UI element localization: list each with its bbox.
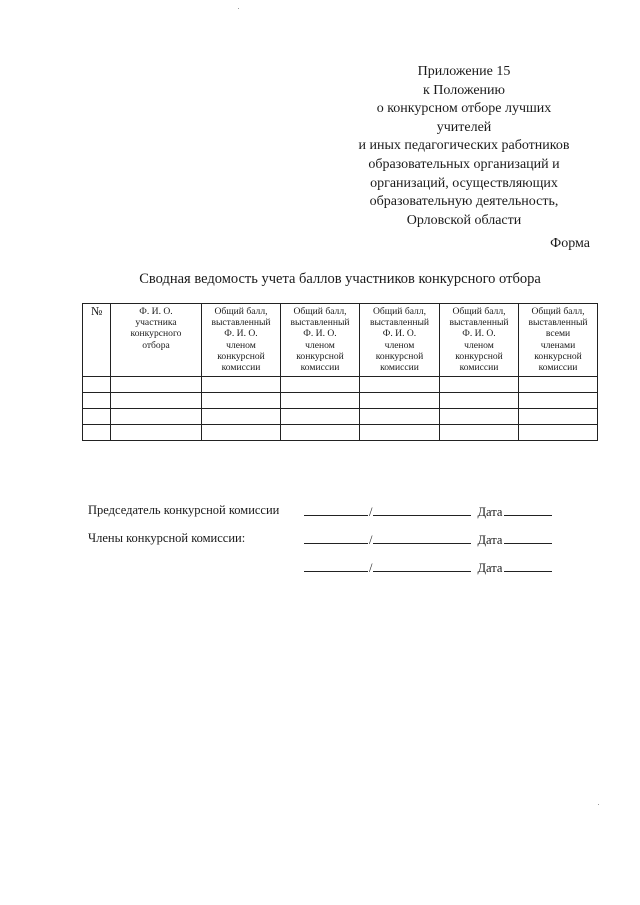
date-label: Дата [477,561,503,575]
appendix-line: Приложение 15 [417,64,511,79]
table-cell [360,409,440,425]
table-cell [281,409,360,425]
table-cell [281,425,360,441]
document-title: Сводная ведомость учета баллов участников конкурсного отбора [139,271,541,287]
signature-blank [304,559,368,572]
table-cell [202,409,281,425]
header-member-score [360,304,440,377]
appendix-line: образовательную деятельность, [369,194,559,210]
table-cell [83,425,111,441]
table-cell [83,409,111,425]
header-member-score [281,304,360,377]
table-cell [111,409,202,425]
appendix-line: Орловской области [406,212,522,228]
appendix-line: учителей [436,119,492,135]
appendix-line: образовательных организаций и [368,156,560,172]
scan-speck [598,804,599,805]
scan-speck [238,8,239,9]
table-header-row [83,304,598,377]
appendix-line: к Положению [422,82,505,98]
header-number [83,304,111,377]
header-total-score [519,304,598,377]
table-row [83,377,598,393]
appendix-line: организаций, осуществляющих [370,175,558,191]
table-cell [360,377,440,393]
header-text: Общий балл, выставленный Ф. И. О. членом конкурсной комиссии [211,306,271,374]
date-label: Дата [477,505,503,519]
table-cell [360,393,440,409]
date-label: Дата [477,533,503,547]
table-cell [111,377,202,393]
table-row [83,393,598,409]
table-row [83,425,598,441]
header-text: Общий балл, выставленный всеми членами конкурсной комиссии [528,306,588,374]
appendix-line: и иных педагогических работников [358,138,570,154]
header-text: Ф. И. О. участника конкурсного отбора [130,306,182,351]
table-cell [281,377,360,393]
slash: / [369,561,373,575]
appendix-header [340,63,588,230]
table-cell [519,393,598,409]
name-blank [373,503,471,516]
table-cell [440,409,519,425]
table-cell [83,377,111,393]
table-cell [519,409,598,425]
table-cell [281,393,360,409]
name-blank [373,559,471,572]
table-cell [360,425,440,441]
header-text: Общий балл, выставленный Ф. И. О. членом конкурсной комиссии [369,306,430,374]
table-cell [440,393,519,409]
table-cell [519,377,598,393]
header-participant-name [111,304,202,377]
table-cell [111,425,202,441]
header-member-score [202,304,281,377]
chairman-signature-fields [304,503,552,520]
header-text: Общий балл, выставленный Ф. И. О. членом конкурсной комиссии [449,306,509,374]
table-cell [202,393,281,409]
member-signature-fields [304,531,552,548]
name-blank [373,531,471,544]
date-blank [504,559,552,572]
chairman-label: Председатель конкурсной комиссии [88,503,280,517]
table-cell [440,425,519,441]
score-table [82,303,598,441]
slash: / [369,505,373,519]
members-label: Члены конкурсной комиссии: [88,531,246,545]
date-blank [504,531,552,544]
appendix-line: о конкурсном отборе лучших [376,101,552,117]
member-signature-fields [304,559,552,576]
header-text: Общий балл, выставленный Ф. И. О. членом конкурсной комиссии [290,306,350,374]
table-cell [519,425,598,441]
table-cell [202,425,281,441]
table-cell [111,393,202,409]
form-label: Форма [550,236,590,251]
signature-blank [304,531,368,544]
slash: / [369,533,373,547]
header-text: № [91,304,103,318]
table-cell [202,377,281,393]
table-cell [83,393,111,409]
signature-blank [304,503,368,516]
table-row [83,409,598,425]
header-member-score [440,304,519,377]
table-cell [440,377,519,393]
date-blank [504,503,552,516]
